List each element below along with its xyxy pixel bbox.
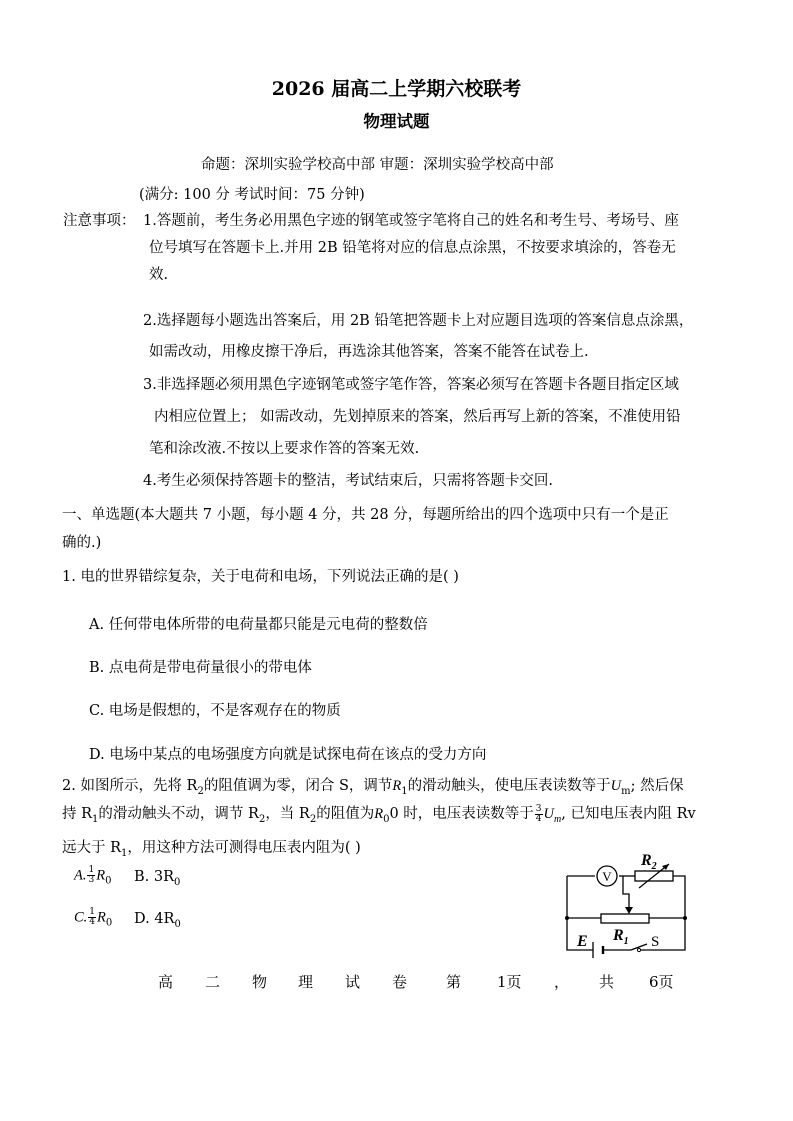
footer-char-4: 理 (298, 973, 314, 991)
q1-option-a: A. 任何带电体所带的电荷量都只能是元电荷的整数倍 (89, 617, 428, 633)
q2-line-1: 2. 如图所示，先将 $R_2$的阻值调为零，闭合 S，调节$R_1$的滑动触头，使电压表读数等于$U_m$; 然后保 (62, 778, 684, 797)
footer-page-total: 6页 (649, 973, 674, 991)
junction-dot (683, 916, 687, 920)
footer-char-6: 卷 (392, 973, 408, 991)
q2-line-3: 远大于 $R_1$，用这种方法可测得电压表内阻为( ) (62, 840, 361, 859)
r1-resistor (601, 914, 649, 923)
switch-label: S (651, 934, 660, 950)
footer-char-total: 共 (599, 973, 615, 991)
three-quarters-fraction: $\frac{3}{4}$ (535, 803, 542, 824)
note-1-line-2: 位号填写在答题卡上.并用 2B 铅笔将对应的信息点涂黑，不按要求填涂的，答卷无 (149, 240, 676, 256)
exam-title: 2026 届高二上学期六校联考 (271, 78, 522, 100)
slider-wire (623, 876, 629, 908)
q2-option-c: C. $\frac{1}{4}$ $R_0$ (74, 907, 113, 929)
footer-char-3: 物 (252, 973, 268, 991)
exam-subtitle: 物理试题 (363, 112, 430, 131)
note-3-line-2: 内相应位置上； 如需改动，先划掉原来的答案，然后再写上新的答案，不准使用铅 (154, 409, 681, 425)
section-heading-line-1: 一、单选题(本大题共 7 小题，每小题 4 分，共 28 分，每题所给出的四个选项中只有一个是正 (62, 507, 669, 523)
q2-option-a: A. $\frac{1}{3}$ $R_0$ (74, 865, 112, 887)
junction-dot (565, 916, 569, 920)
battery-label: E (577, 933, 588, 950)
q1-stem: 1. 电的世界错综复杂，关于电荷和电场，下列说法正确的是( ) (62, 569, 459, 585)
exam-meta: (满分: 100 分 考试时间：75 分钟) (139, 187, 365, 203)
footer-char-1: 高 (158, 973, 174, 991)
footer-char-2: 二 (205, 973, 221, 991)
footer-char-7: 第 (446, 973, 462, 991)
exam-authors: 命题：深圳实验学校高中部 审题：深圳实验学校高中部 (201, 157, 554, 173)
footer-page-number: 1页 (497, 973, 522, 991)
q2-option-d: D. $4R_0$ (134, 911, 181, 930)
r1-slider-arrow (625, 907, 633, 914)
voltmeter-label: V (602, 869, 612, 884)
q2-line-2: 持 $R_1$的滑动触头不动，调节 $R_2$，当 $R_2$的阻值为$R_00$ 时，电压表读数等于 $\frac{3}{4}$ $U_m$, 已知电压表内阻 Rv (62, 803, 696, 825)
note-3-line-1: 3.非选择题必须用黑色字迹钢笔或签字笔作答，答案必须写在答题卡各题目指定区域 (143, 377, 679, 393)
note-2-line-2: 如需改动，用橡皮擦干净后，再选涂其他答案，答案不能答在试卷上. (149, 344, 589, 360)
q2-option-b: B. $3R_0$ (134, 869, 181, 888)
q1-option-b: B. 点电荷是带电荷量很小的带电体 (89, 660, 312, 676)
note-3-line-3: 笔和涂改液.不按以上要求作答的答案无效. (149, 441, 420, 457)
note-2-line-1: 2.选择题每小题选出答案后，用 2B 铅笔把答题卡上对应题目选项的答案信息点涂黑， (143, 313, 694, 329)
wire-r2-right (639, 876, 685, 950)
note-1-line-1: 1.答题前，考生务必用黑色字迹的钢笔或签字笔将自己的姓名和考生号、考场号、座 (143, 213, 679, 229)
circuit-diagram (553, 848, 693, 960)
r2-label: $R_2$ (641, 852, 657, 872)
r1-label: $R_1$ (613, 927, 629, 947)
footer-comma: ， (554, 973, 570, 991)
note-1-line-3: 效. (149, 267, 169, 283)
note-4: 4.考生必须保持答题卡的整洁，考试结束后，只需将答题卡交回. (143, 473, 553, 489)
notes-label: 注意事项： (63, 213, 136, 229)
switch-contact (637, 948, 640, 951)
section-heading-line-2: 确的.) (62, 535, 102, 551)
footer-char-5: 试 (345, 973, 361, 991)
q1-option-c: C. 电场是假想的，不是客观存在的物质 (89, 703, 341, 719)
q1-option-d: D. 电场中某点的电场强度方向就是试探电荷在该点的受力方向 (89, 747, 487, 763)
